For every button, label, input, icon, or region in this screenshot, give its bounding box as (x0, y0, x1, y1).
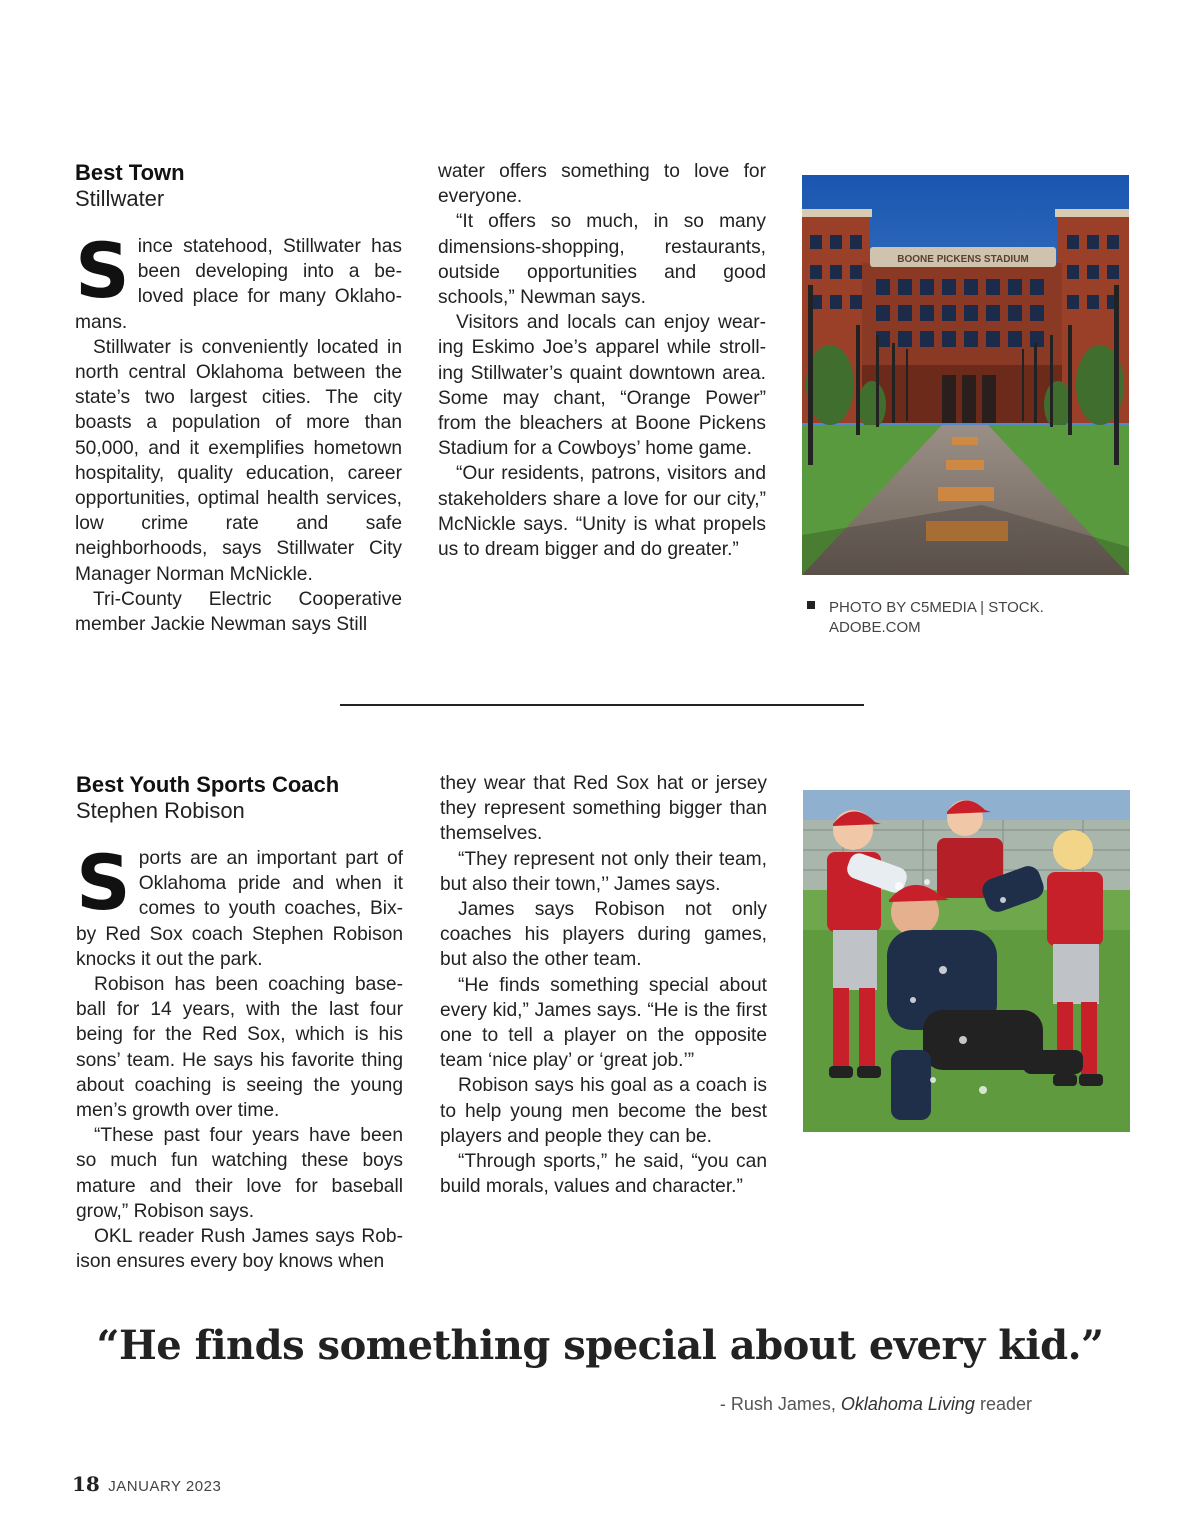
article1-title: Best Town (75, 160, 185, 185)
article2-title: Best Youth Sports Coach (76, 772, 340, 797)
article2-paragraph: “These past four years have been so much fun watching these boys mature and their love for baseball grow,” Robison says. (76, 1125, 403, 1222)
article2-dropcap: S (76, 838, 131, 927)
article2-paragraph: Robison has been coaching baseball for 14 years, with the last four being for the Red Sox, which is his sons’ team. He says his favorite thing about coaching is seeing the young men’s growth over time. (76, 974, 403, 1122)
page-footer (72, 1472, 221, 1496)
article1-paragraph: Tri-County Electric Cooperative member Jackie Newman says Still (75, 588, 402, 636)
publication-name: Oklahoma Living (840, 1394, 975, 1414)
photo-credit (829, 598, 1044, 638)
article1-paragraph: “Our residents, patrons, visitors and stakeholders share a love for our city,” McNickle says. “Unity is what propels us to dream bigger and do greater.” (438, 463, 766, 561)
section-divider (340, 704, 864, 706)
article1-paragraph: Visitors and locals can enjoy wearing Eskimo Joe’s apparel while strolling Stillwater’s quaint downtown area. Some may chant, “Orange Power” from the bleachers at Boone Pickens Stadium for a Cowboys’ home game. (438, 312, 766, 460)
article1-column-1 (75, 160, 402, 637)
article1-lead-paragraph: Since statehood, Stillwater has been developing into a beloved place for many Oklahomans. (75, 226, 402, 333)
article2-lead-paragraph: Sports are an important part of Oklahoma pride and when it comes to youth coaches, Bixby Red Sox coach Stephen Robison knocks it out the park. (76, 838, 403, 970)
pull-quote: “He finds something special about every kid.” (96, 1322, 1104, 1369)
article1-subtitle: Stillwater (75, 186, 165, 211)
article2-paragraph: “Through sports,” he said, “you can build morals, values and character.” (440, 1151, 767, 1198)
article2-paragraph: Robison says his goal as a coach is to help young men become the best players and people they can be. (440, 1075, 767, 1147)
article1-paragraph: water offers something to love for everyone. (438, 161, 766, 208)
credit-square-icon (807, 601, 815, 609)
article2-paragraph: they wear that Red Sox hat or jersey they represent something bigger than themselves. (440, 773, 767, 845)
article1-column-2 (438, 159, 766, 562)
article2-subtitle: Stephen Robison (76, 798, 245, 823)
stadium-sign-text: BOONE PICKENS STADIUM (897, 254, 1029, 265)
article2-column-2 (440, 771, 767, 1199)
article1-dropcap: S (75, 226, 130, 315)
stadium-photo (802, 175, 1129, 575)
photo-credit-line-1: PHOTO BY C5MEDIA | STOCK. (829, 599, 1044, 616)
pull-quote-attribution: - Rush James, Oklahoma Living reader (719, 1394, 1032, 1414)
article2-paragraph: “He finds something special about every kid,” James says. “He is the first one to tell a player on the opposite team ‘nice play’ or ‘great job.’” (440, 974, 767, 1072)
coach-photo (803, 790, 1130, 1132)
photo-credit-line-2: ADOBE.COM (829, 619, 921, 636)
page-number: 18 (72, 1472, 100, 1496)
article2-column-1 (76, 772, 403, 1274)
article2-paragraph: James says Robison not only coaches his players during games, but also the other team. (440, 899, 767, 971)
article1-paragraph: Stillwater is conveniently located in north central Oklahoma between the state’s two largest cities. The city boasts a population of more than 50,000, and it exemplifies hometown hospitality, quality education, career opportunities, optimal health services, low crime rate and safe neighborhoods, says Stillwater City Manager Norman McNickle. (75, 336, 402, 585)
article2-paragraph: OKL reader Rush James says Robison ensures every boy knows when (76, 1226, 403, 1273)
issue-date: JANUARY 2023 (108, 1478, 222, 1495)
article1-paragraph: “It offers so much, in so many dimensions-shopping, restaurants, outside opportunities and good schools,” Newman says. (438, 211, 766, 309)
article2-paragraph: “They represent not only their team, but also their town,’’ James says. (440, 848, 767, 895)
